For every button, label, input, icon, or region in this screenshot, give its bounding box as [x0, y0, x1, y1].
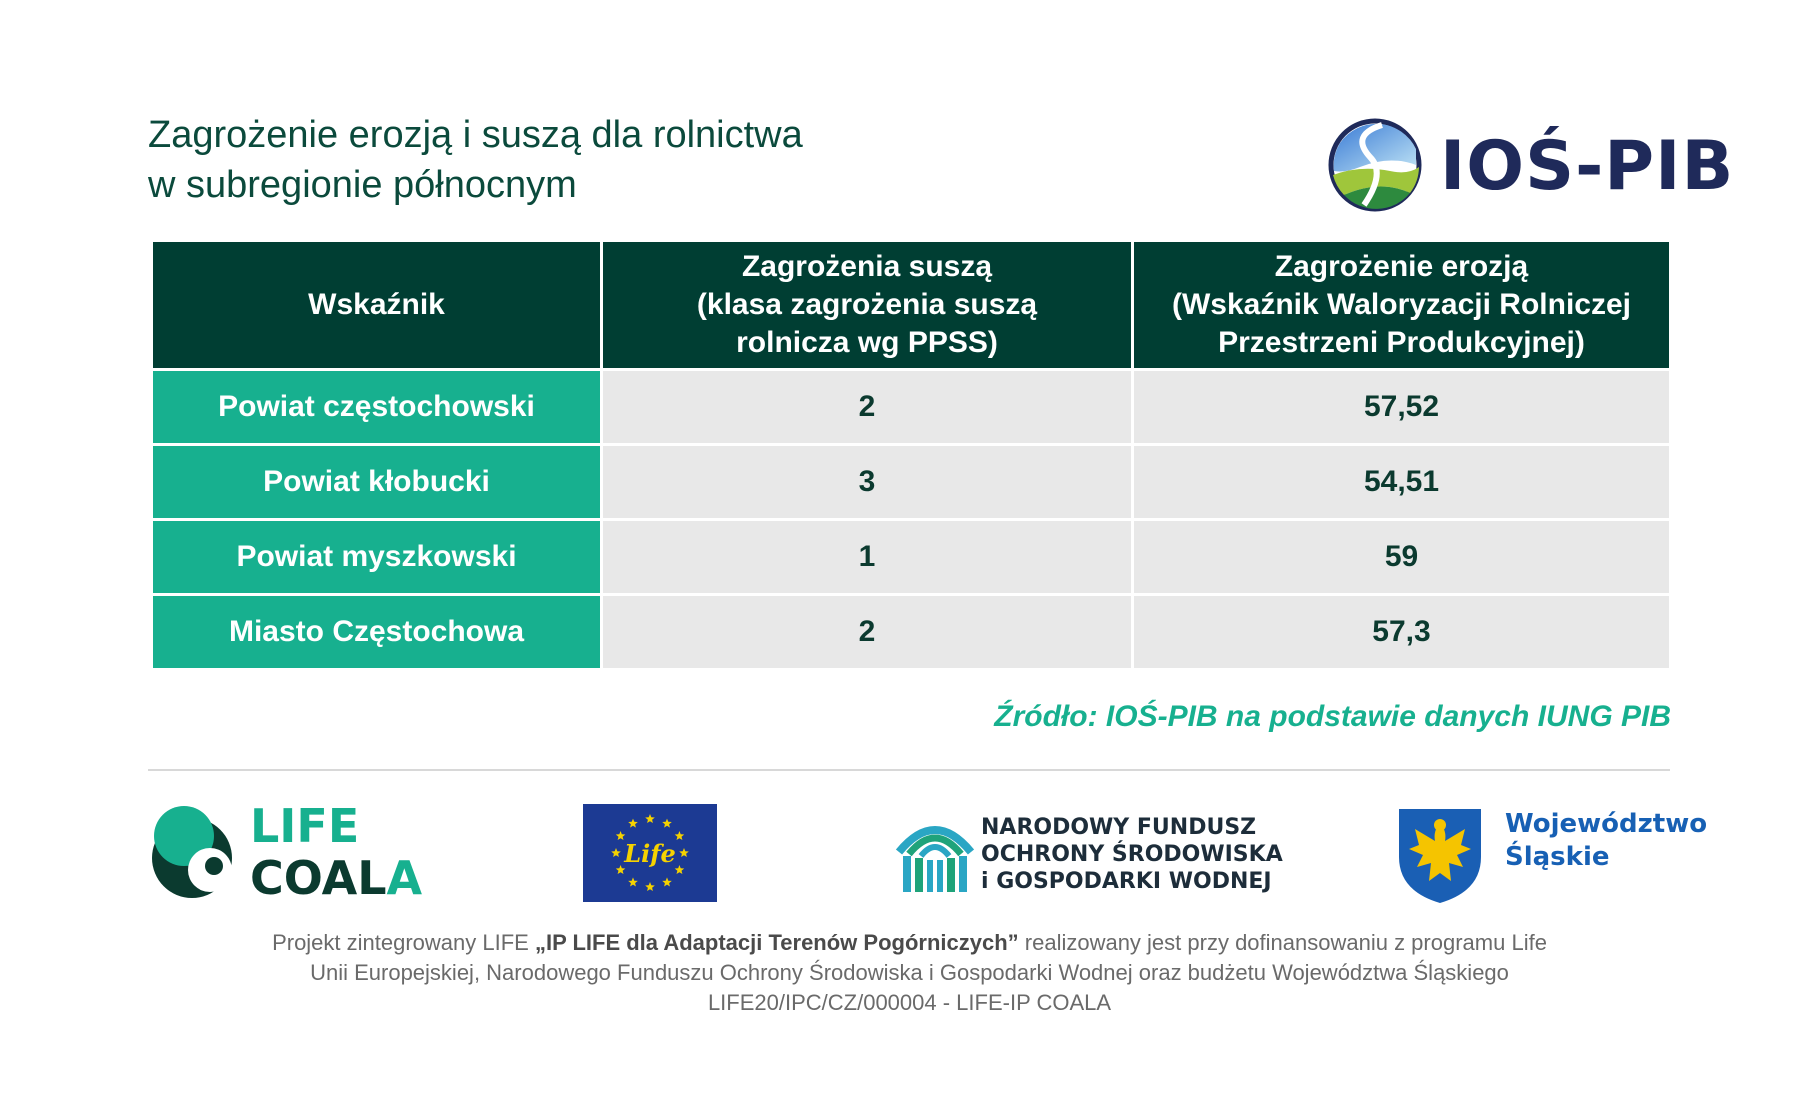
header-text: Zagrożenia suszą — [741, 250, 993, 283]
header-text: Wskaźnik — [308, 288, 445, 321]
eu-star-icon — [645, 814, 655, 823]
source-note: Źródło: IOŚ-PIB na podstawie danych IUNG PIB — [994, 700, 1671, 733]
header-text: Przestrzeni Produkcyjnej) — [1218, 326, 1585, 359]
eu-star-icon — [662, 819, 672, 828]
nfos-emblem-icon — [895, 812, 975, 896]
footer-text: realizowany jest przy dofinansowaniu z programu Life — [1018, 930, 1547, 955]
table-row — [152, 370, 1671, 445]
table-row — [152, 445, 1671, 520]
eu-star-icon — [628, 819, 638, 828]
divider — [148, 769, 1670, 771]
header-text: rolnicza wg PPSS) — [736, 326, 998, 359]
eu-star-icon — [628, 877, 638, 886]
column-header-drought — [602, 241, 1133, 370]
footer-text: Projekt zintegrowany LIFE — [272, 930, 535, 955]
drought-value: 2 — [602, 370, 1133, 445]
eu-life-text: Life — [624, 839, 676, 868]
column-header-indicator — [152, 241, 602, 370]
nfos-text-line: OCHRONY ŚRODOWISKA — [981, 842, 1283, 867]
erosion-value: 57,3 — [1133, 595, 1671, 670]
footer-project-name: „IP LIFE dla Adaptacji Terenów Pogórniczych” — [534, 930, 1019, 955]
wojewodztwo-text: Województwo — [1505, 809, 1708, 839]
drought-value: 1 — [602, 520, 1133, 595]
row-label: Powiat myszkowski — [152, 520, 602, 595]
erosion-value: 57,52 — [1133, 370, 1671, 445]
footer-line-3: LIFE20/IPC/CZ/000004 - LIFE-IP COALA — [707, 990, 1112, 1015]
coala-main-text: COAL — [250, 851, 387, 905]
row-label: Powiat kłobucki — [152, 445, 602, 520]
table-row — [152, 520, 1671, 595]
life-coala-logo — [148, 799, 423, 905]
coala-text — [250, 852, 422, 904]
slaskie-text: Śląskie — [1505, 842, 1610, 872]
life-text: LIFE — [250, 799, 360, 853]
life-coala-emblem-icon — [148, 800, 248, 905]
eu-star-icon — [679, 848, 689, 857]
erosion-value: 54,51 — [1133, 445, 1671, 520]
title-line-1: Zagrożenie erozją i suszą dla rolnictwa — [148, 114, 803, 156]
table-header-row — [152, 241, 1671, 370]
title-line-2: w subregionie północnym — [148, 164, 577, 206]
wojewodztwo-slaskie-logo — [1395, 805, 1708, 905]
footer-note — [150, 928, 1669, 1018]
drought-value: 3 — [602, 445, 1133, 520]
eu-star-icon — [611, 848, 621, 857]
data-table — [150, 239, 1672, 671]
eu-stars-icon — [583, 804, 717, 902]
ios-pib-logo — [1320, 115, 1735, 215]
eu-star-icon — [675, 831, 685, 840]
column-header-erosion — [1133, 241, 1671, 370]
coala-accent-text: A — [386, 851, 423, 905]
row-label: Powiat częstochowski — [152, 370, 602, 445]
nfos-text-line: NARODOWY FUNDUSZ — [981, 815, 1257, 840]
ios-pib-logo-text: IOŚ-PIB — [1440, 127, 1735, 206]
coat-of-arms-icon — [1395, 805, 1485, 905]
eu-star-icon — [662, 877, 672, 886]
header-text: Zagrożenie erozją — [1274, 250, 1529, 283]
table-row — [152, 595, 1671, 670]
nfos-text-line: i GOSPODARKI WODNEJ — [981, 869, 1272, 894]
erosion-value: 59 — [1133, 520, 1671, 595]
eu-star-icon — [645, 882, 655, 891]
header-text: (Wskaźnik Waloryzacji Rolniczej — [1171, 288, 1631, 321]
eu-life-logo — [583, 804, 717, 902]
row-label: Miasto Częstochowa — [152, 595, 602, 670]
nfos-logo — [895, 812, 1283, 896]
ios-pib-emblem-icon — [1320, 115, 1430, 215]
footer-line-1 — [150, 928, 1669, 958]
drought-value: 2 — [602, 595, 1133, 670]
page-title — [148, 110, 1048, 210]
eu-star-icon — [675, 865, 685, 874]
header-text: (klasa zagrożenia suszą — [696, 288, 1038, 321]
footer-line-2: Unii Europejskiej, Narodowego Funduszu Ochrony Środowiska i Gospodarki Wodnej oraz budżetu Województwa Śląskiego — [310, 960, 1509, 985]
